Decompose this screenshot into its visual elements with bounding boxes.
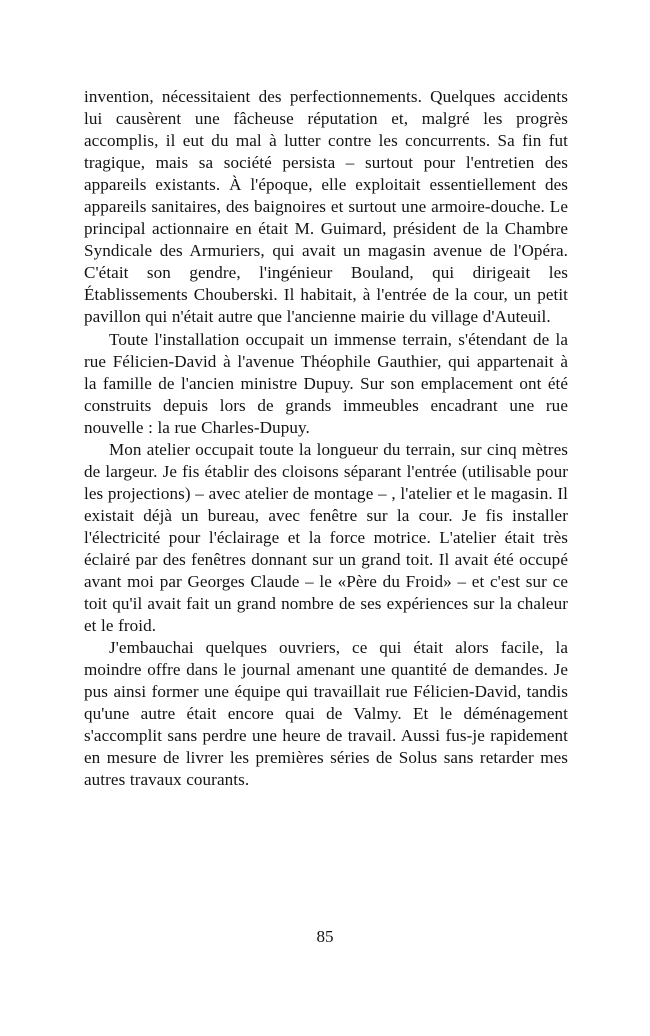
page-number: 85	[316, 927, 334, 946]
body-text-column	[84, 86, 568, 792]
paragraph: Toute l'installation occupait un immense terrain, s'étendant de la rue Félicien-David à l'avenue Théophile Gauthier, qui appartenait à la famille de l'ancien ministre Dupuy. Sur son emplacement ont été construits depuis lors de grands immeubles encadrant une rue nouvelle : la rue Charles-Dupuy.	[84, 329, 568, 437]
paragraph: J'embauchai quelques ouvriers, ce qui était alors facile, la moindre offre dans le journal amenant une quantité de demandes. Je pus ainsi former une équipe qui travaillait rue Félicien-David, tandis qu'une autre était encore quai de Valmy. Et le déménagement s'accomplit sans perdre une heure de travail. Aussi fus-je rapidement en mesure de livrer les premières séries de Solus sans retarder mes autres travaux courants.	[84, 638, 568, 790]
paragraph: Mon atelier occupait toute la longueur du terrain, sur cinq mètres de largeur. Je fis établir des cloisons séparant l'entrée (utilisable pour les projections) – avec atelier de montage – , l'atelier et le magasin. Il existait déjà un bureau, avec fenêtre sur la cour. Je fis installer l'électricité pour l'éclairage et la force motrice. L'atelier était très éclairé par des fenêtres donnant sur un grand toit. Il avait été occupé avant moi par Georges Claude – le «Père du Froid» – et c'est sur ce toit qu'il avait fait un grand nombre de ses expériences sur la chaleur et le froid.	[84, 439, 568, 636]
paragraph: invention, nécessitaient des perfectionnements. Quelques accidents lui causèrent une fâcheuse réputation et, malgré les progrès accomplis, il eut du mal à lutter contre les concurrents. Sa fin fut tragique, mais sa société persista – surtout pour l'entretien des appareils existants. À l'époque, elle exploitait essentiellement des appareils sanitaires, des baignoires et surtout une armoire-douche. Le principal actionnaire en était M. Guimard, président de la Chambre Syndicale des Armuriers, qui avait un magasin avenue de l'Opéra. C'était son gendre, l'ingénieur Bouland, qui dirigeait les Établissements Chouberski. Il habitait, à l'entrée de la cour, un petit pavillon qui n'était autre que l'ancienne mairie du village d'Auteuil.	[84, 87, 568, 327]
